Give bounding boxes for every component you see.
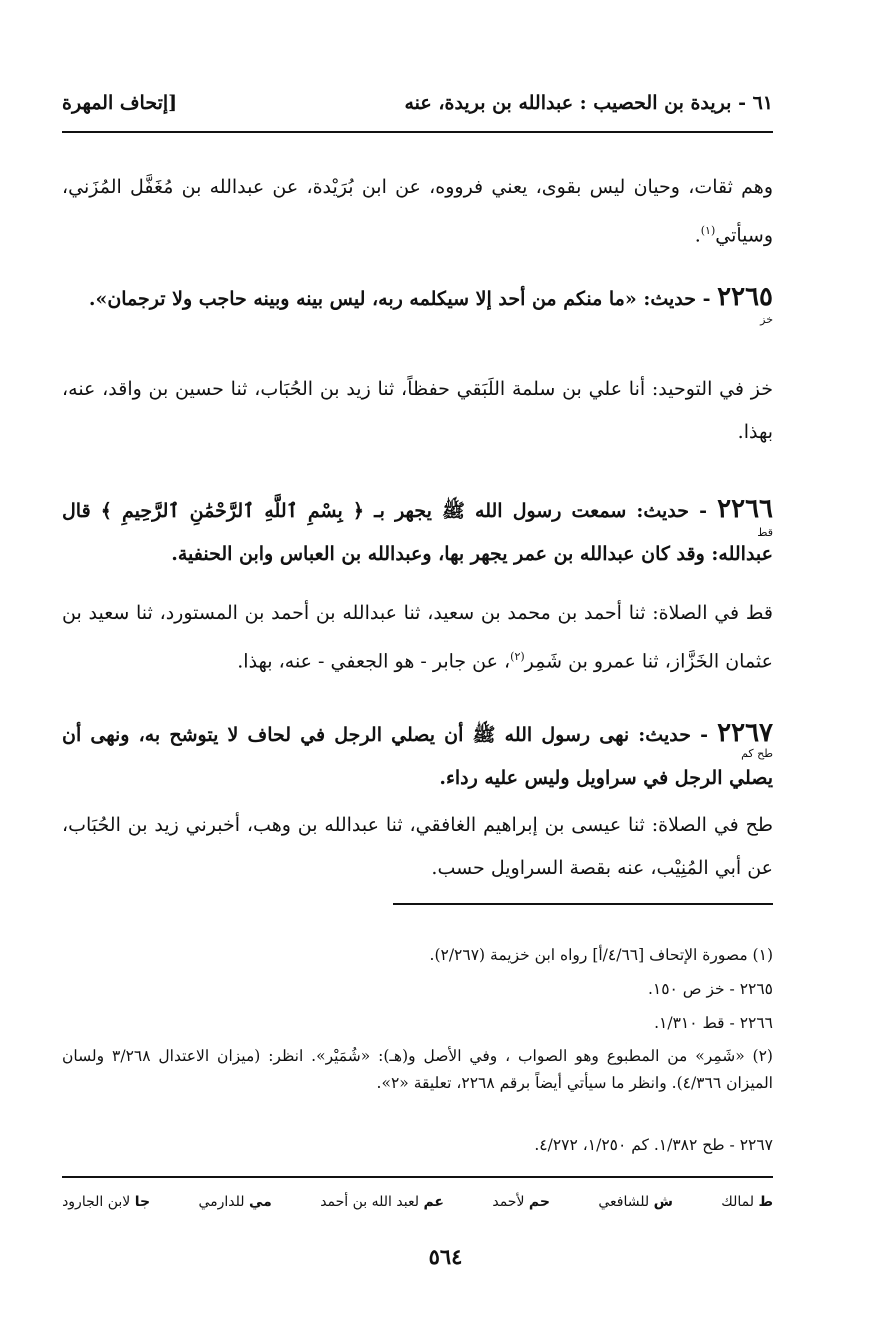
footnote-2267-source: ٢٢٦٧ - طح ١/٣٨٢. كم ١/٢٥٠، ٤/٢٧٢. (534, 1136, 773, 1154)
legend-item: ط لمالك (721, 1194, 773, 1210)
legend-item: جا لابن الجارود (62, 1194, 151, 1210)
legend-item: مي للدارمي (198, 1194, 272, 1210)
legend-item: عم لعبد الله بن أحمد (320, 1194, 444, 1210)
hadith-2267-heading: ٢٢٦٧ - حديث: نهى رسول الله ﷺ أن يصلي الرجل في لحاف لا يتوشح به، ونهى أن يصلي الرجل في سراويل وليس عليه رداء. (62, 718, 773, 789)
footnote-ref-1: (١) (700, 224, 716, 237)
hadith-2267-isnad: طح في الصلاة: ثنا عيسى بن إبراهيم الغافقي، ثنا عبدالله بن وهب، أخبرني زيد بن الحُبَاب، عن أبي المُنِيْب، عنه بقصة السراويل حسب. (62, 814, 773, 879)
hadith-2266-isnad: قط في الصلاة: ثنا أحمد بن محمد بن سعيد، ثنا عبدالله بن أحمد بن المستورد، ثنا سعيد بن عثمان الخَزَّاز، ثنا عمرو بن شَمِر$^{(٢)}$، عن جابر - هو الجعفي - عنه، بهذا. (62, 602, 773, 673)
abbreviation-legend (62, 1186, 773, 1218)
hadith-number: ٢٢٦٧ (717, 718, 773, 748)
footnote-2266-source: ٢٢٦٦ - قط ١/٣١٠. (654, 1014, 773, 1032)
footnote-2265-source: ٢٢٦٥ - خز ص ١٥٠. (647, 980, 773, 998)
hadith-2266-heading: ٢٢٦٦ - حديث: سمعت رسول الله ﷺ يجهر بـ ﴿ بِسْمِ ٱللَّهِ ٱلرَّحْمَٰنِ ٱلرَّحِيمِ ﴾ قال عبدالله: وقد كان عبدالله بن عمر يجهر بها، وعبدالله بن العباس وابن الحنفية. (62, 494, 773, 565)
source-code-2267: طح كم (741, 747, 773, 760)
header-rule (62, 131, 773, 133)
legend-rule (62, 1176, 773, 1178)
hadith-number: ٢٢٦٦ (717, 494, 773, 524)
footnote-1: (١) مصورة الإتحاف [٤/٦٦/أ] رواه ابن خزيمة (٢/٢٦٧). (429, 946, 773, 964)
source-code-2265: خز (760, 313, 773, 326)
footnote-2: (٢) «شَمِر» من المطبوع وهو الصواب ، وفي الأصل و(هـ): «شُمَيْر». انظر: (ميزان الاعتدال ٣/٢٦٨ ولسان الميزان ٤/٣٦٦). وانظر ما سيأتي أيضاً برقم ٢٢٦٨، تعليقة «٢». (62, 1047, 773, 1092)
legend-item: ش للشافعي (598, 1194, 673, 1210)
page-number: ٥٦٤ (428, 1244, 463, 1269)
source-code-2266: قط (757, 526, 773, 539)
hadith-2265-heading: ٢٢٦٥ - حديث: «ما منكم من أحد إلا سيكلمه ربه، ليس بينه وبينه حاجب ولا ترجمان». (88, 282, 773, 312)
header-book-title: [إتحاف المهرة (62, 92, 178, 114)
footnote-ref-2: (٢) (510, 650, 525, 663)
footnote-separator (393, 903, 773, 905)
paragraph-continuation: وهم ثقات، وحيان ليس بقوى، يعني فرووه، عن ابن بُرَيْدة، عن عبدالله بن مُغَفَّل المُزَني، وسيأتي$^{(١)}$. (62, 176, 773, 247)
hadith-2265-isnad: خز في التوحيد: أنا علي بن سلمة اللَبَقي حفظاً، ثنا زيد بن الحُبَاب، ثنا حسين بن واقد، عنه، بهذا. (62, 378, 773, 443)
running-header (62, 86, 773, 120)
hadith-number: ٢٢٦٥ (717, 282, 773, 312)
header-chapter: ٦١ - بريدة بن الحصيب : عبدالله بن بريدة، عنه (404, 92, 773, 114)
legend-item: حم لأحمد (492, 1194, 550, 1210)
